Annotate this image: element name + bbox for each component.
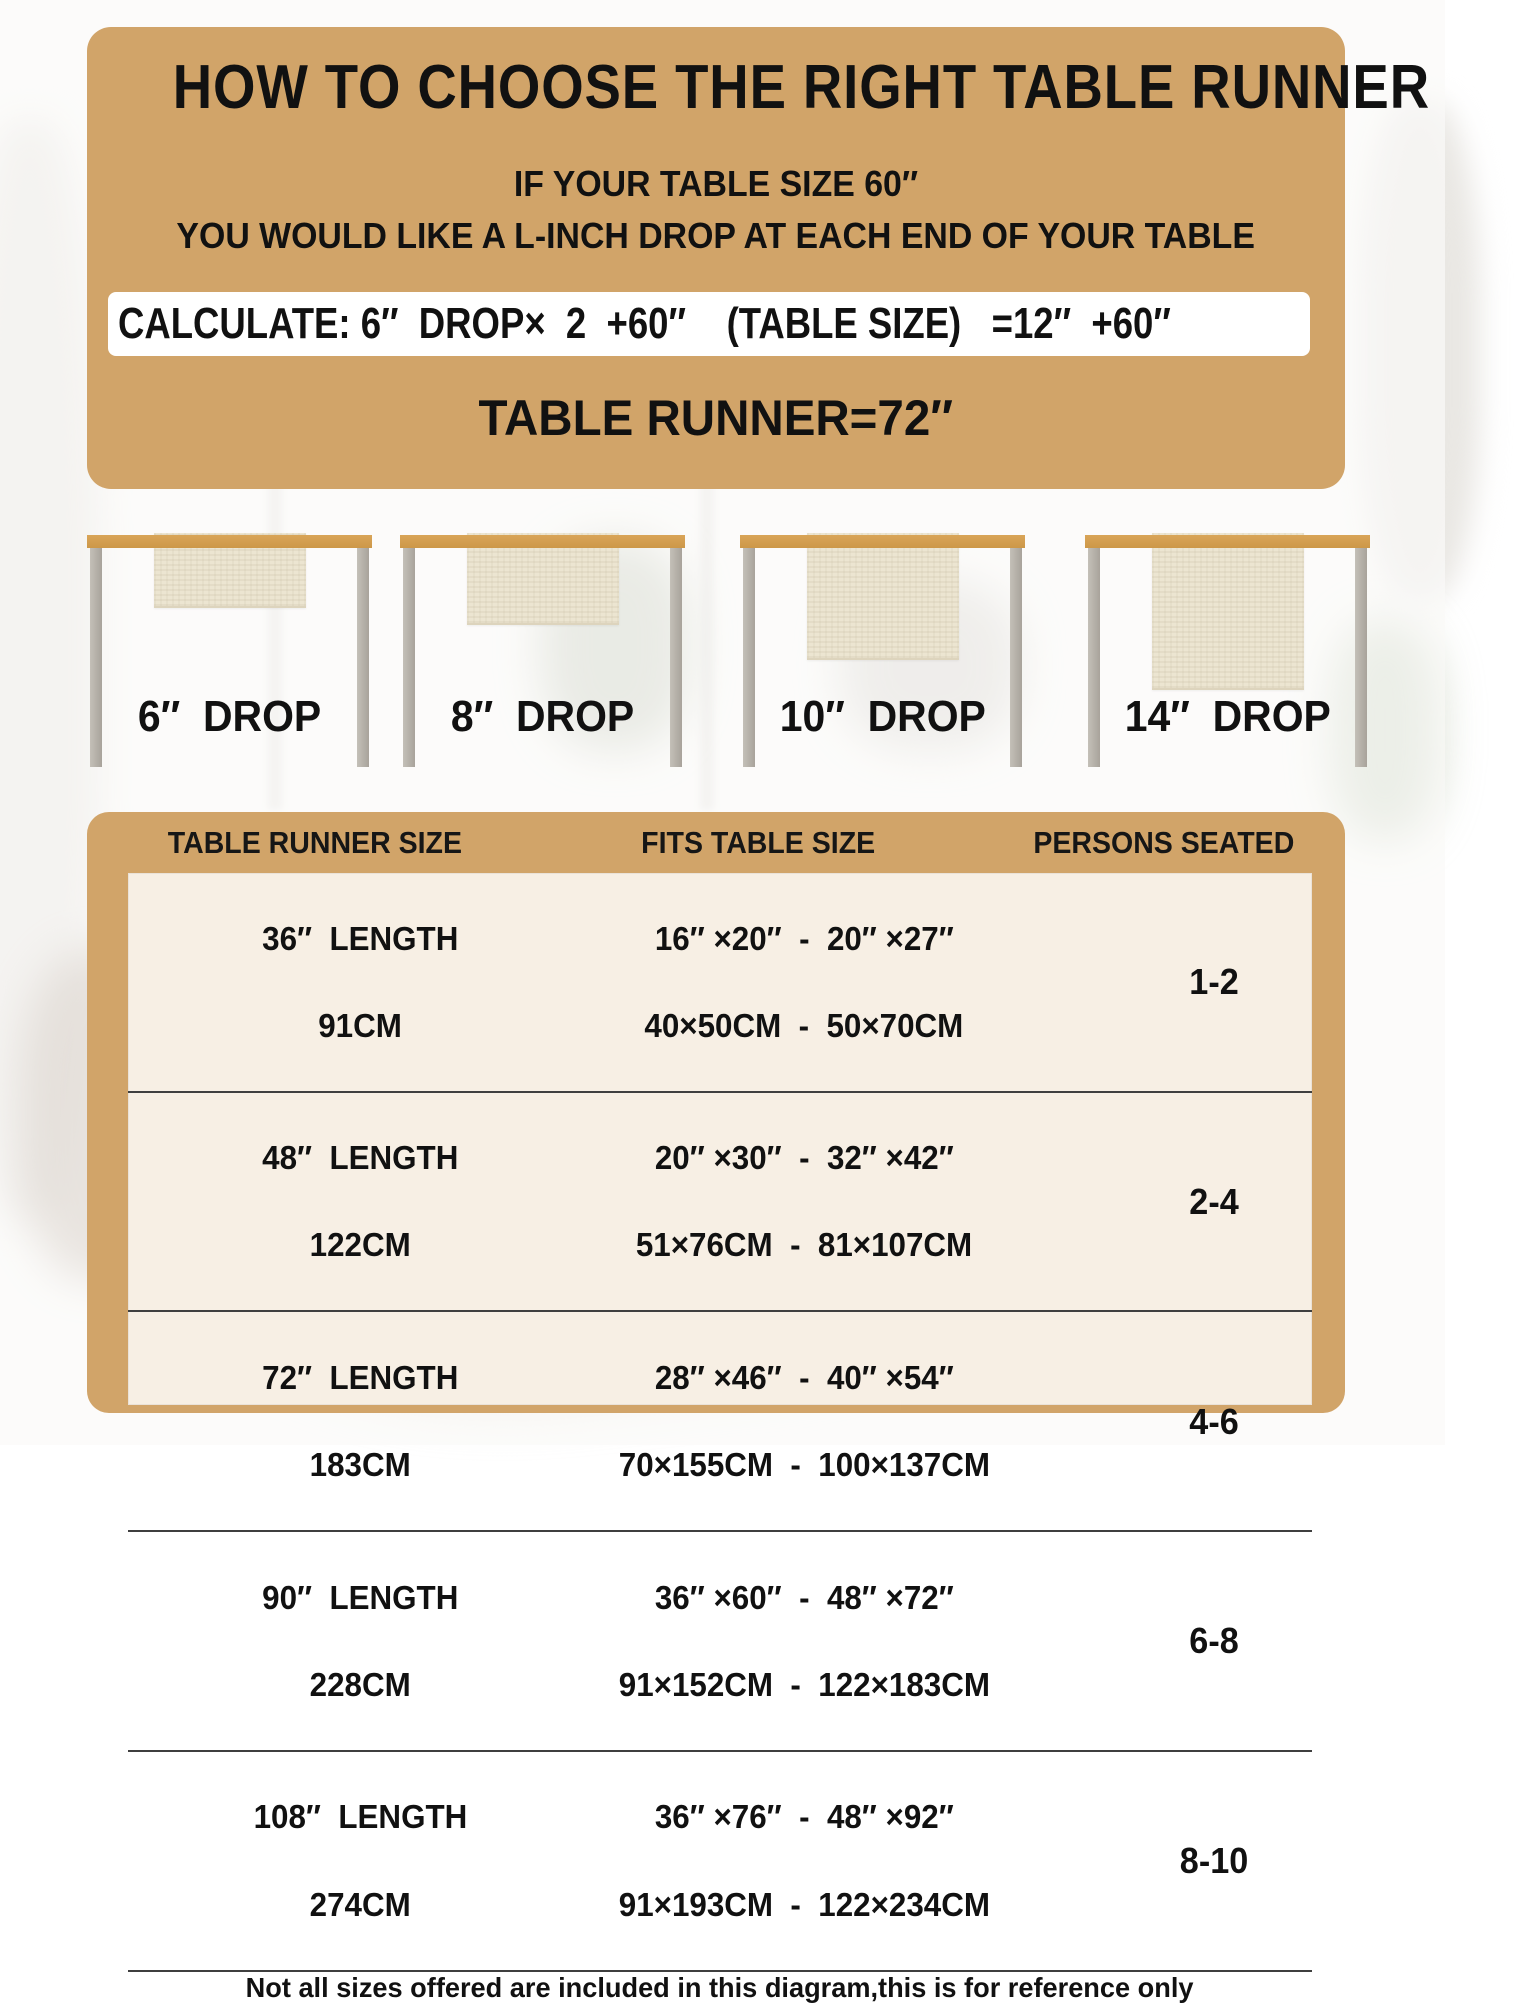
cell-runner-size: 36″ LENGTH 91CM (262, 919, 459, 1044)
cell-fits-size: 36″ ×60″ - 48″ ×72″ 91×152CM - 122×183CM (618, 1578, 990, 1703)
drop-diagram-10in (740, 520, 1025, 770)
subtitle-line-1: IF YOUR TABLE SIZE 60″ (513, 163, 919, 204)
drop-label: 8″ DROP (450, 692, 635, 741)
table-row (128, 1530, 1312, 1750)
page-title: HOW TO CHOOSE THE RIGHT TABLE RUNNER (172, 53, 1430, 122)
column-header-runner-size: TABLE RUNNER SIZE (167, 824, 462, 860)
drop-diagrams-row (0, 520, 1445, 770)
instruction-panel (87, 27, 1430, 489)
cell-persons: 4-6 (1189, 1400, 1239, 1442)
cell-runner-size: 90″ LENGTH 228CM (262, 1578, 459, 1703)
tabletop-icon (1085, 535, 1370, 548)
cell-fits-size: 20″ ×30″ - 32″ ×42″ 51×76CM - 81×107CM (636, 1139, 973, 1264)
drop-diagram-8in (400, 520, 685, 770)
calculation-formula: CALCULATE: 6″ DROP× 2 +60″ (TABLE SIZE) =12″ +60″ (117, 299, 1171, 348)
runner-result: TABLE RUNNER=72″ (478, 390, 954, 446)
tabletop-icon (740, 535, 1025, 548)
size-chart-panel (87, 812, 1345, 2003)
cell-persons: 1-2 (1189, 961, 1239, 1003)
drop-label: 14″ DROP (1124, 692, 1331, 741)
drop-diagram-6in (87, 520, 372, 770)
cell-runner-size: 108″ LENGTH 274CM (253, 1798, 468, 1923)
column-header-persons: PERSONS SEATED (1033, 824, 1295, 860)
cell-persons: 2-4 (1189, 1180, 1239, 1222)
cell-runner-size: 48″ LENGTH 122CM (262, 1139, 459, 1264)
cell-fits-size: 16″ ×20″ - 20″ ×27″ 40×50CM - 50×70CM (644, 919, 964, 1044)
table-row (128, 873, 1312, 1091)
table-row (128, 1750, 1312, 1970)
tabletop-icon (400, 535, 685, 548)
cell-persons: 8-10 (1179, 1840, 1249, 1882)
calculation-strip (108, 292, 1310, 356)
drop-label: 10″ DROP (779, 692, 986, 741)
runner-cloth-icon (1152, 533, 1304, 690)
table-row (128, 1310, 1312, 1530)
reference-note-text: Not all sizes offered are included in this diagram,this is for reference only (246, 1971, 1194, 2003)
size-chart-header (128, 812, 1312, 873)
size-chart-body (128, 873, 1312, 2003)
drop-label: 6″ DROP (137, 692, 322, 741)
tabletop-icon (87, 535, 372, 548)
cell-fits-size: 36″ ×76″ - 48″ ×92″ 91×193CM - 122×234CM (618, 1798, 990, 1923)
cell-runner-size: 72″ LENGTH 183CM (262, 1359, 459, 1484)
subtitle-line-2: YOU WOULD LIKE A L-INCH DROP AT EACH END OF YOUR TABLE (176, 215, 1256, 256)
drop-diagram-14in (1085, 520, 1370, 770)
reference-note-row (128, 1970, 1312, 2004)
cell-persons: 6-8 (1189, 1620, 1239, 1662)
table-row (128, 1091, 1312, 1311)
cell-fits-size: 28″ ×46″ - 40″ ×54″ 70×155CM - 100×137CM (618, 1359, 990, 1484)
runner-cloth-icon (807, 533, 959, 660)
column-header-fits-table: FITS TABLE SIZE (641, 824, 876, 860)
